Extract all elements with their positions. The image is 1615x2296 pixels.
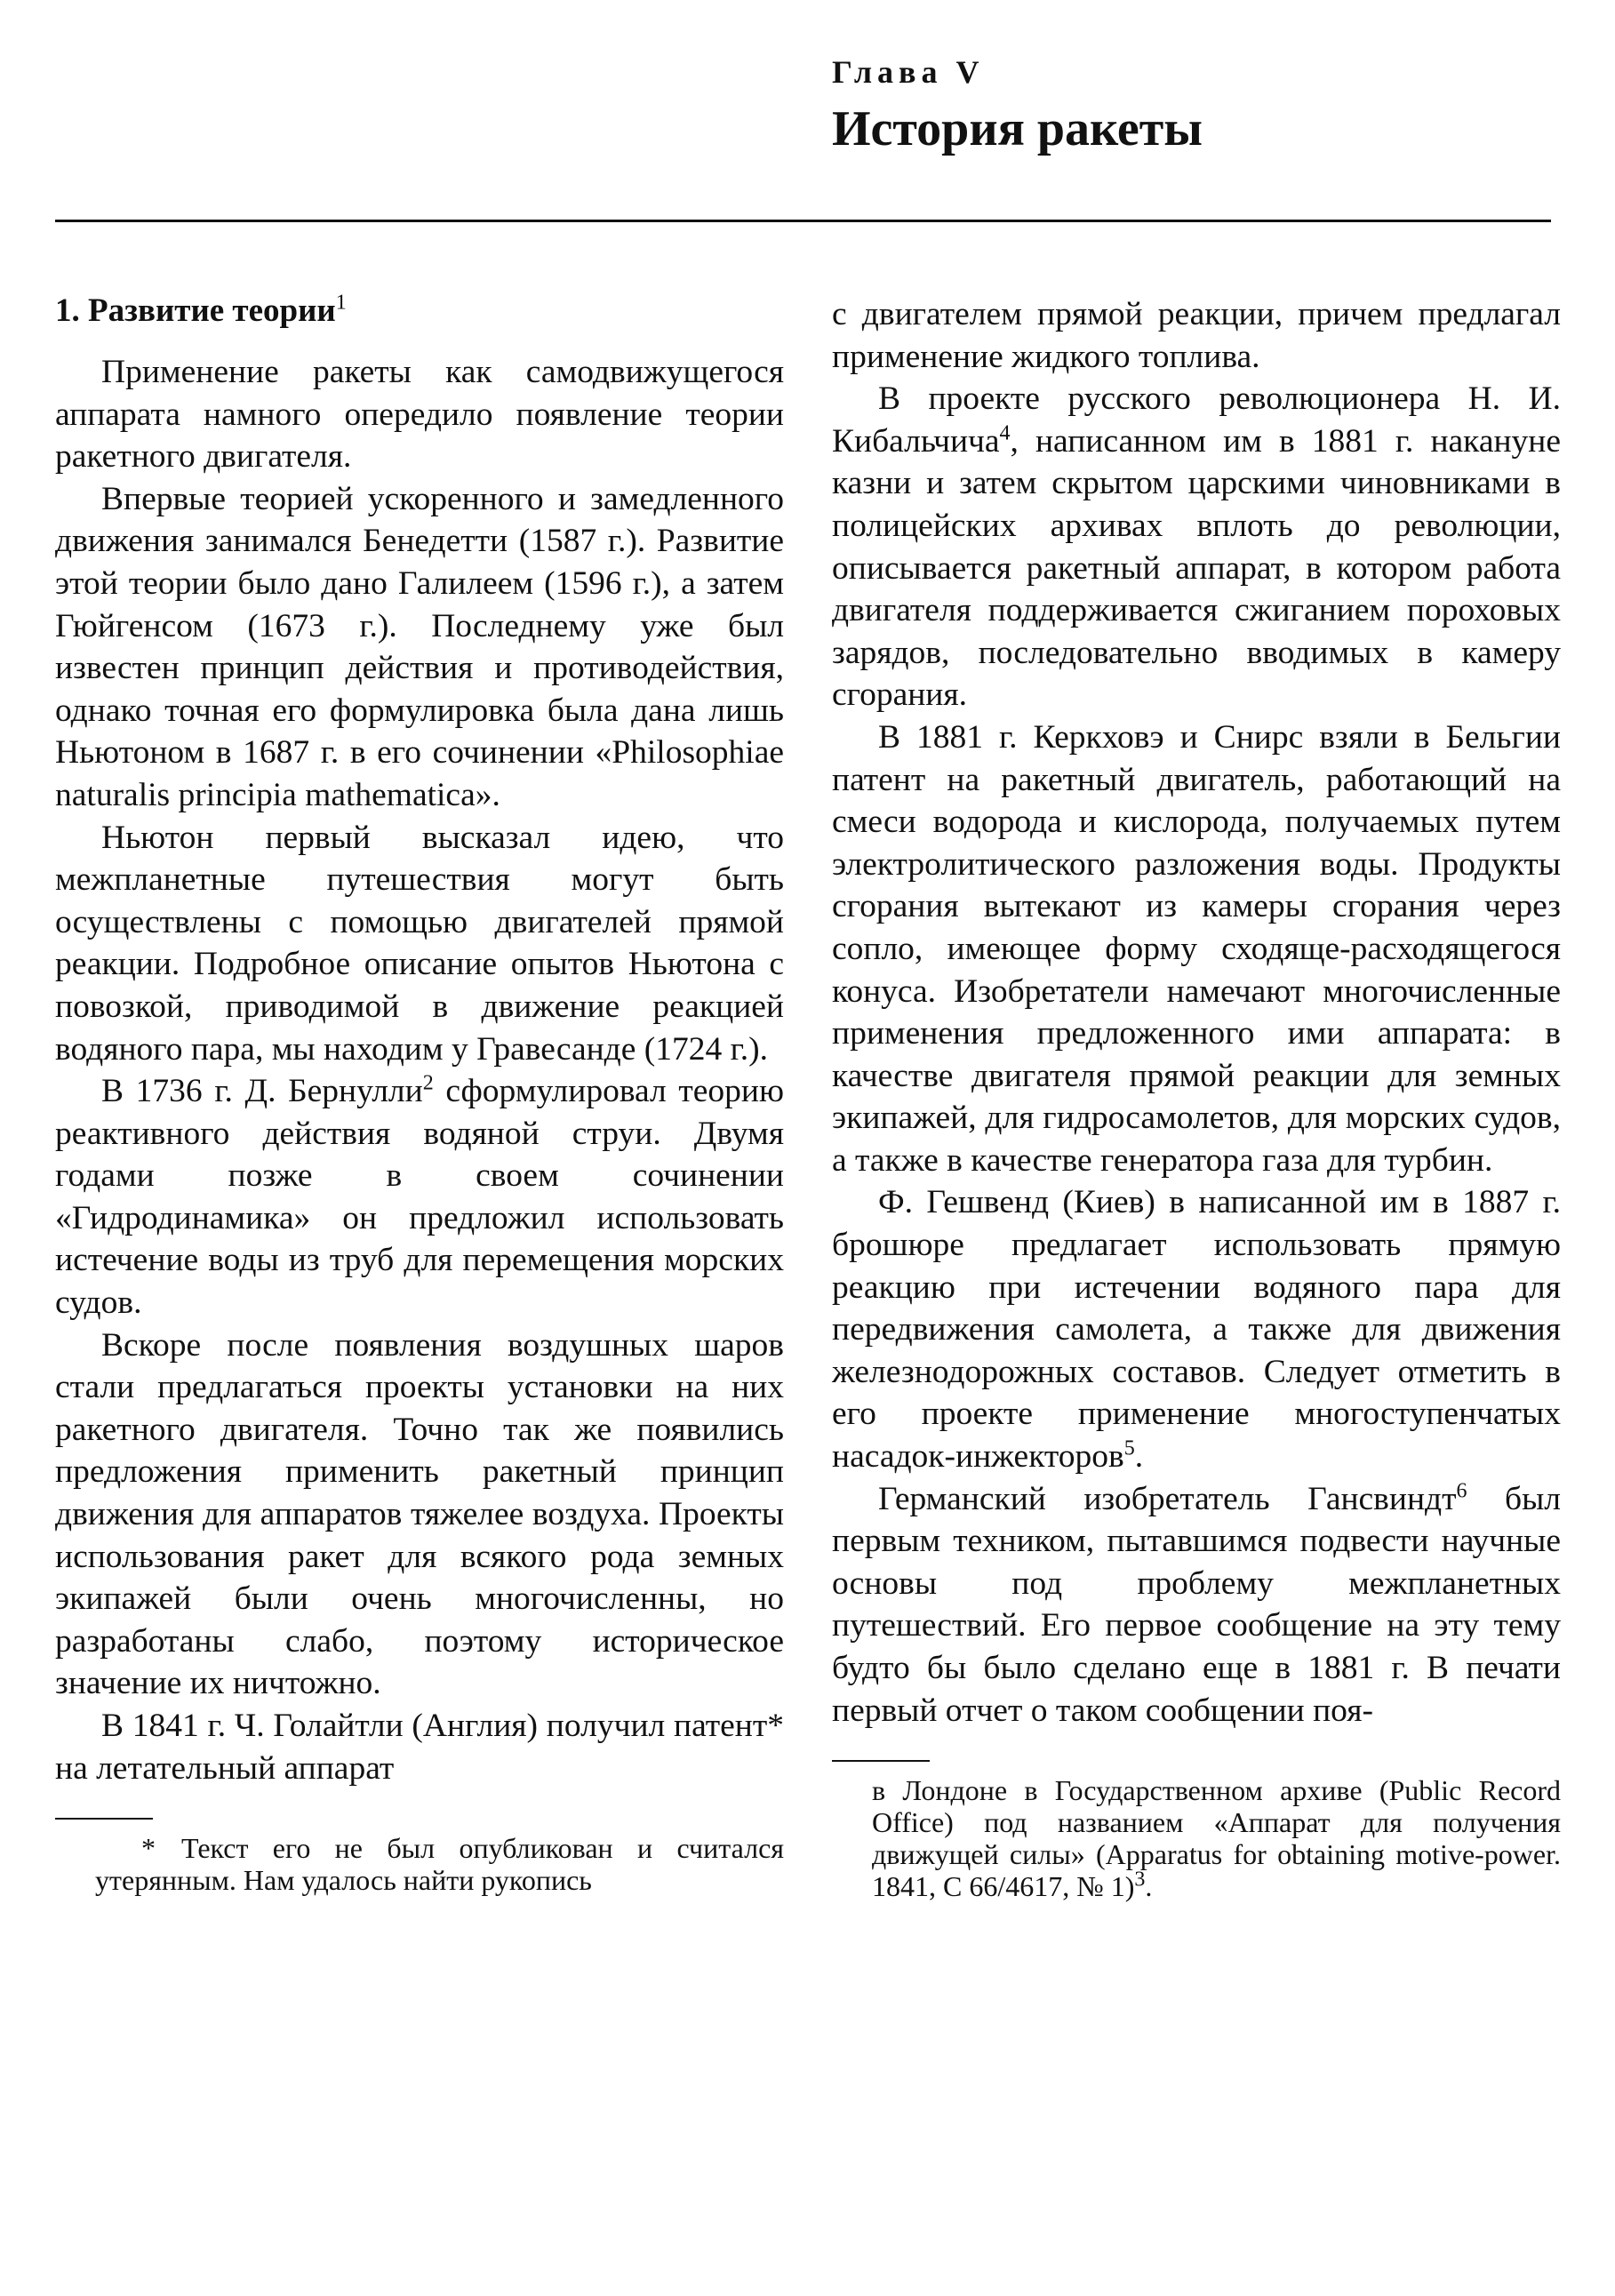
footnote [55, 1832, 784, 1896]
header-rule [55, 220, 1551, 222]
footnote-text: Текст его не был опубликован и считался утерянным. Нам удалось найти рукопись [95, 1832, 784, 1897]
footnote-continued [832, 1774, 1561, 1902]
paragraph: Впервые теорией ускоренного и замедленного движения занимался Бенедетти (1587 г.). Развитие этой теории было дано Галилеем (1596 г.), а затем Гюйгенсом (1673 г.). Последнему уже был известен принцип действия и противодействия, однако точная его формулировка была дана лишь Ньютоном в 1687 г. в его сочинении «Philosophiae naturalis principia mathematica». [55, 480, 784, 813]
paragraph-text: был первым техником, пытавшимся подвести научные основы под проблему межпланетных путешествий. Его первое сообщение на эту тему будто бы было сделано еще в 1881 г. В печати первый отчет о таком сообщении поя- [832, 1480, 1561, 1729]
footnote-rule [832, 1760, 930, 1762]
chapter-label: Глава V [832, 54, 985, 90]
left-column [55, 289, 784, 1896]
paragraph-text: Германский изобретатель Гансвиндт [878, 1480, 1457, 1517]
paragraph-text: В проекте русского революционера Н. И. Кибальчича [832, 380, 1561, 460]
footnote-ref: 3 [1134, 1868, 1146, 1892]
footnote-ref: 5 [1123, 1436, 1135, 1460]
paragraph: Применение ракеты как самодвижущегося аппарата намного опередило появление теории ракетного двигателя. [55, 354, 784, 476]
footnote-mark: * [141, 1832, 156, 1865]
chapter-title: История ракеты [832, 101, 1203, 156]
paragraph-text: . [1134, 1438, 1144, 1476]
paragraph: В 1881 г. Керкховэ и Снирс взяли в Бельгии патент на ракетный двигатель, работающий на смеси водорода и кислорода, получаемых путем электролитического разложения воды. Продукты сгорания вытекают из камеры сгорания через сопло, имеющее форму сходяще-расходящегося конуса. Изобретатели намечают многочисленные применения предложенного ими аппарата: в качестве двигателя прямой реакции для земных экипажей, для гидросамолетов, для морских судов, а также в качестве генератора газа для турбин. [832, 718, 1561, 1179]
footnote-rule [55, 1818, 153, 1820]
footnote-text: в Лондоне в Государственном архиве (Public Record Office) под названием «Аппарат для получения движущей силы» (Apparatus for obtaining motive-power. 1841, C 66/4617, № 1) [872, 1774, 1561, 1903]
paragraph: Ньютон первый высказал идею, что межпланетные путешествия могут быть осуществлены с помощью двигателей прямой реакции. Подробное описание опытов Ньютона с повозкой, приводимой в движение реакцией водяного пара, мы находим у Гравесанде (1724 г.). [55, 819, 784, 1068]
paragraph [832, 1478, 1561, 1732]
paragraph: Вскоре после появления воздушных шаров стали предлагаться проекты установки на них ракетного двигателя. Точно так же появились предложения применить ракетный принцип движения для аппаратов тяжелее воздуха. Проекты использования ракет для всякого рода земных экипажей были очень многочисленны, но разработаны слабо, поэтому историческое значение их ничтожно. [55, 1326, 784, 1702]
paragraph [55, 1070, 784, 1324]
paragraph-text: Ф. Гешвенд (Киев) в написанной им в 1887 г. брошюре предлагает использовать прямую реакцию при истечении водяного пара для передвижения самолета, а также для движения железнодорожных составов. Следует отметить в его проекте применение многоступенчатых насадок-инжекторов [832, 1184, 1561, 1476]
paragraph [832, 1181, 1561, 1477]
footnote-ref: 6 [1456, 1479, 1467, 1503]
section-heading-text: 1. Развитие теории [55, 292, 336, 329]
section-heading [55, 289, 784, 333]
section-heading-ref: 1 [335, 291, 347, 315]
paragraph-continued: с двигателем прямой реакции, причем предлагал применение жидкого топлива. [832, 296, 1561, 375]
footnote-ref: 4 [999, 421, 1011, 445]
footnote-text: . [1145, 1870, 1153, 1903]
paragraph-text: В 1736 г. Д. Бернулли [101, 1073, 423, 1110]
paragraph-text: сформулировал теорию реактивного действия водяной струи. Двумя годами позже в своем сочинении «Гидродинамика» он предложил использовать истечение воды из труб для перемещения морских судов. [55, 1073, 784, 1322]
right-column [832, 293, 1561, 1902]
paragraph [832, 378, 1561, 716]
footnote-ref: 2 [422, 1071, 434, 1095]
paragraph: В 1841 г. Ч. Голайтли (Англия) получил патент* на летательный аппарат [55, 1708, 784, 1787]
paragraph-text: , написанном им в 1881 г. накануне казни и затем скрытом царскими чиновниками в полицейских архивах вплоть до революции, описывается ракетный аппарат, в котором работа двигателя поддерживается сжиганием пороховых зарядов, последовательно вводимых в камеру сгорания. [832, 422, 1561, 714]
